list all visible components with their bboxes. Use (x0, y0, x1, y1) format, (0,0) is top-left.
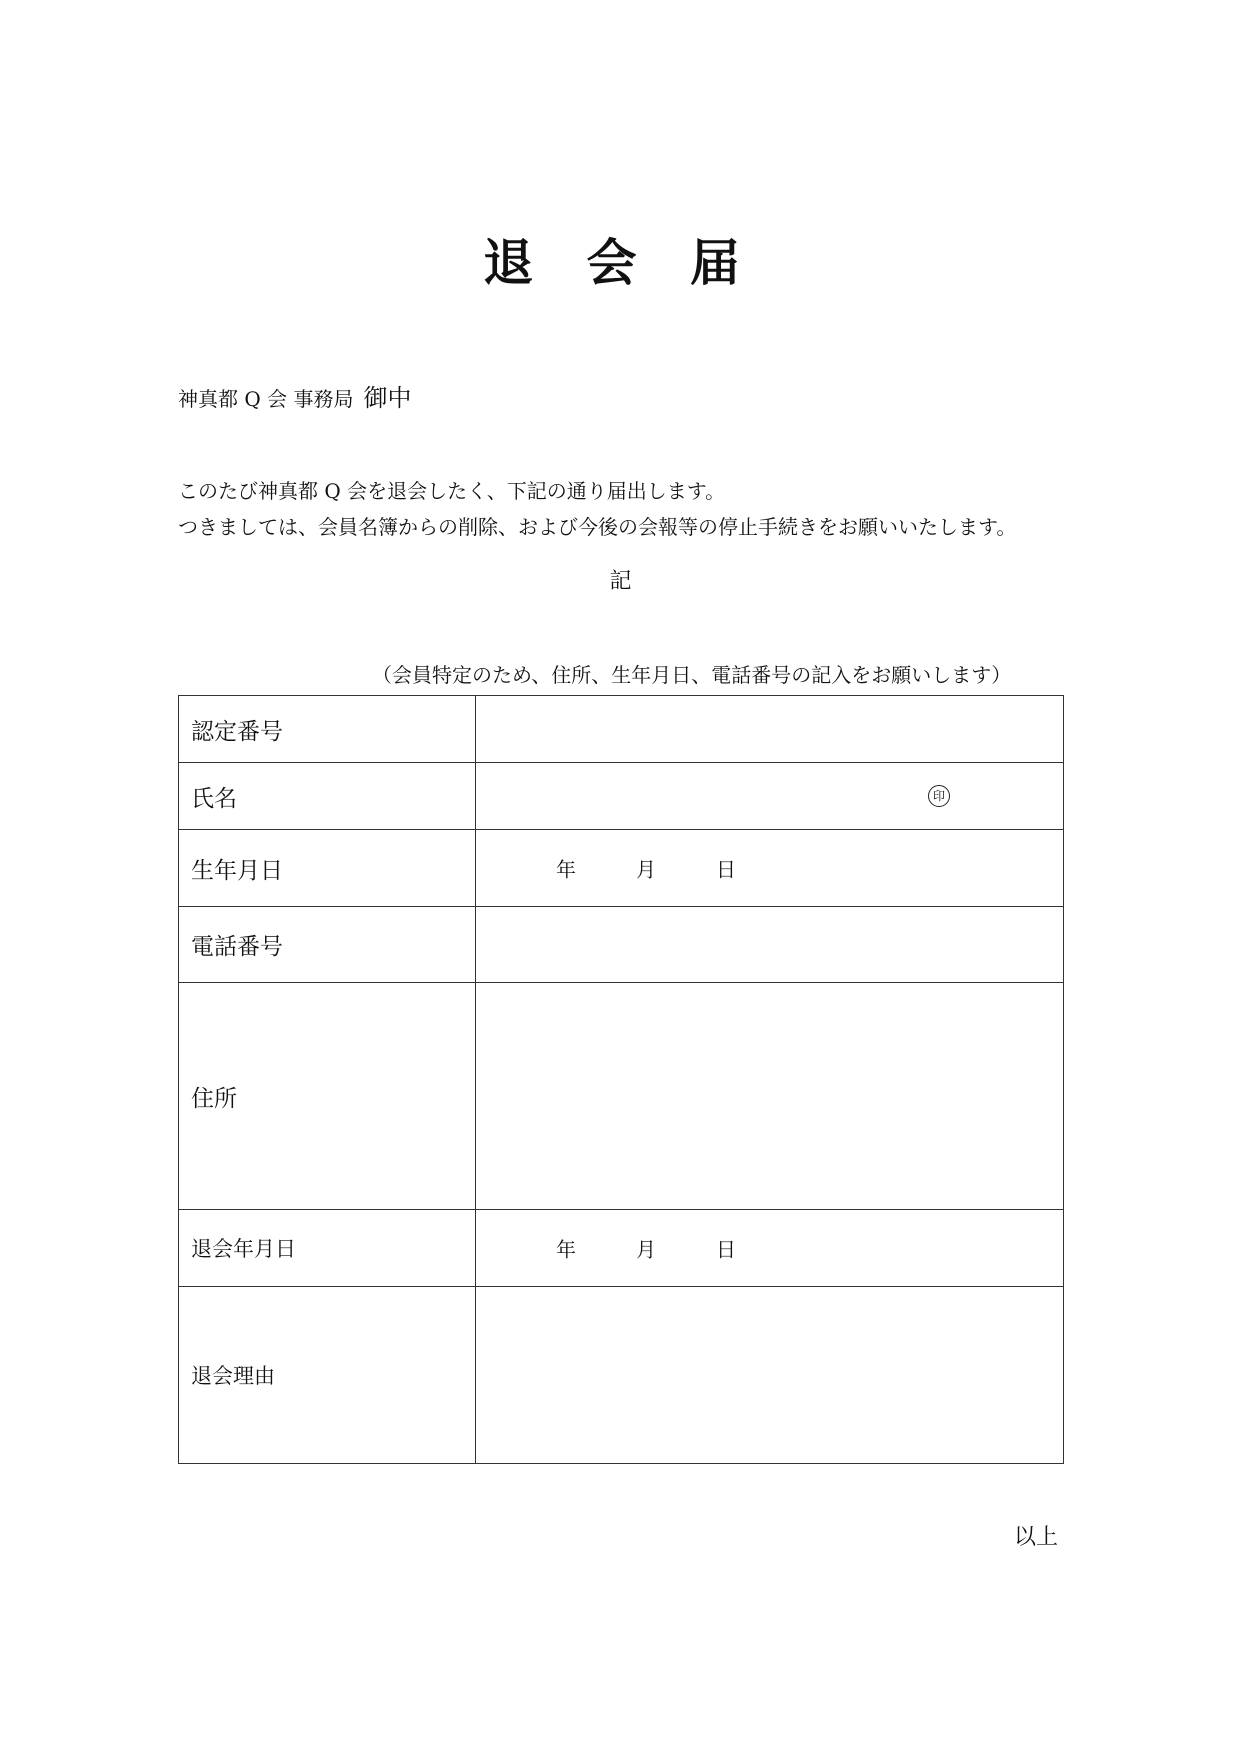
seal-mark: 印 (928, 785, 950, 807)
field-birthdate[interactable] (476, 830, 1064, 907)
field-certification-number[interactable] (476, 696, 1064, 763)
field-withdrawal-reason[interactable] (476, 1287, 1064, 1464)
addressee-name: 神真都 Q 会 事務局 (178, 387, 354, 411)
label-withdrawal-date: 退会年月日 (179, 1210, 476, 1287)
label-phone: 電話番号 (179, 907, 476, 983)
label-withdrawal-reason: 退会理由 (179, 1287, 476, 1464)
form-row-address (179, 983, 1064, 1210)
body-text (178, 473, 1016, 545)
withdrawal-year-unit: 年 (556, 1237, 576, 1262)
field-name[interactable] (476, 763, 1064, 830)
document-title: 退 会 届 (483, 233, 758, 292)
form-row-birthdate (179, 830, 1064, 907)
form-row-certification-number (179, 696, 1064, 763)
withdrawal-day-unit: 日 (716, 1237, 736, 1262)
addressee-honorific: 御中 (363, 384, 412, 412)
birthdate-day-unit: 日 (716, 857, 736, 882)
form-row-name (179, 763, 1064, 830)
birthdate-year-unit: 年 (556, 857, 576, 882)
form-row-withdrawal-reason (179, 1287, 1064, 1464)
body-line-2: つきましては、会員名簿からの削除、および今後の会報等の停止手続きをお願いいたします。 (178, 515, 1017, 539)
withdrawal-month-unit: 月 (636, 1237, 656, 1262)
form-row-withdrawal-date (179, 1210, 1064, 1287)
body-line-1: このたび神真都 Q 会を退会したく、下記の通り届出します。 (178, 479, 726, 503)
field-address[interactable] (476, 983, 1064, 1210)
closing-text: 以上 (1014, 1525, 1059, 1550)
field-withdrawal-date[interactable] (476, 1210, 1064, 1287)
label-certification-number: 認定番号 (179, 696, 476, 763)
withdrawal-form-table (178, 695, 1064, 1464)
ki-heading: 記 (609, 569, 632, 594)
field-phone[interactable] (476, 907, 1064, 983)
form-note: （会員特定のため、住所、生年月日、電話番号の記入をお願いします） (372, 663, 1012, 687)
label-address: 住所 (179, 983, 476, 1210)
birthdate-month-unit: 月 (636, 857, 656, 882)
label-birthdate: 生年月日 (179, 830, 476, 907)
label-name: 氏名 (179, 763, 476, 830)
form-row-phone (179, 907, 1064, 983)
addressee (178, 382, 411, 415)
